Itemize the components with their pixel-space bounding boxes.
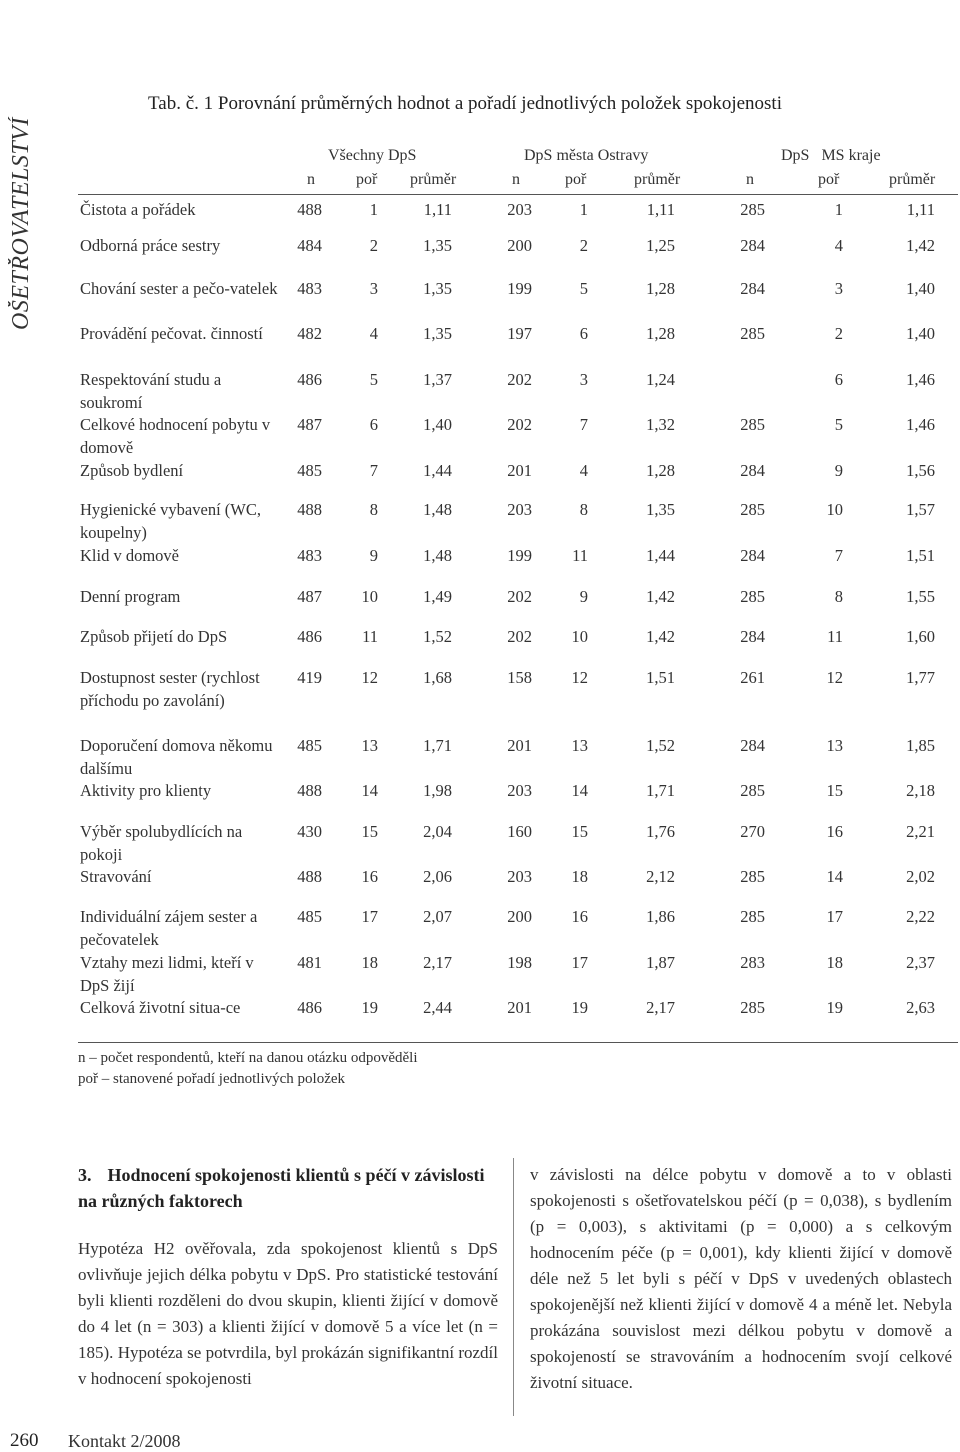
row-label: Aktivity pro klienty <box>80 781 212 800</box>
row-label: Způsob přijetí do DpS <box>80 627 228 646</box>
table-cell: 197 <box>507 324 532 343</box>
table-cell: 202 <box>507 370 532 389</box>
table-cell: 285 <box>740 998 765 1017</box>
table-cell: 10 <box>361 587 378 606</box>
table-cell: 1,46 <box>906 415 935 434</box>
table-cell: 11 <box>362 627 378 646</box>
table-cell: 9 <box>579 587 588 606</box>
table-cell: 1,42 <box>906 236 935 255</box>
table-cell: 2,17 <box>423 953 452 972</box>
table-cell: 201 <box>507 998 532 1017</box>
table-cell: 2,06 <box>423 867 452 886</box>
table-cell: 16 <box>571 907 588 926</box>
row-label: Respektování studu a soukromí <box>80 370 222 412</box>
table-cell: 158 <box>507 668 532 687</box>
body-text-right: v závislosti na délce pobytu v domově a to v oblasti spokojenosti s ošetřovatelskou péčí (p = 0,038), s bydlením (p = 0,003), s aktivitami (p = 0,000) a s celkovým hodnocením péče (p = 0,001), kdy klienti žijící v domově déle než 5 let byli s péčí v DpS v uvedených oblastech spokojenější než klienti žijící v domově 4 a méně let. Nebyla prokázána souvislost mezi délkou pobytu v domově a spokojeností se stravováním a hodnocením svojí celkové životní situace. <box>530 1165 952 1392</box>
row-label: Klid v domově <box>80 546 179 565</box>
row-label: Vztahy mezi lidmi, kteří v DpS žijí <box>80 953 254 995</box>
table-cell: 13 <box>361 736 378 755</box>
table-cell: 488 <box>297 867 322 886</box>
table-cell: 1,24 <box>646 370 675 389</box>
row-label: Chování sester a pečo-vatelek <box>80 279 278 298</box>
row-label: Provádění pečovat. činností <box>80 324 263 343</box>
row-label: Denní program <box>80 587 181 606</box>
table-cell: 485 <box>297 736 322 755</box>
subheader-prumer: průměr <box>410 171 457 188</box>
table-cell: 17 <box>826 907 843 926</box>
table-bottom-rule <box>78 1042 958 1043</box>
table-cell: 285 <box>740 907 765 926</box>
table-cell: 6 <box>579 324 588 343</box>
table-cell: 3 <box>369 279 378 298</box>
table-cell: 1 <box>579 200 588 219</box>
table-cell: 1,85 <box>906 736 935 755</box>
table-cell: 284 <box>740 546 765 565</box>
table-cell: 483 <box>297 279 322 298</box>
table-cell: 11 <box>827 627 843 646</box>
table-cell: 201 <box>507 736 532 755</box>
table-cell: 5 <box>834 415 843 434</box>
table-cell: 284 <box>740 279 765 298</box>
table-cell: 1,46 <box>906 370 935 389</box>
table-cell: 203 <box>507 781 532 800</box>
row-label: Doporučení domova někomu dalšímu <box>80 736 273 778</box>
table-header-rule <box>78 194 958 195</box>
table-cell: 1,28 <box>646 324 675 343</box>
table-cell: 4 <box>579 461 588 480</box>
table-cell: 284 <box>740 236 765 255</box>
table-cell: 7 <box>579 415 588 434</box>
table-cell: 284 <box>740 627 765 646</box>
column-divider <box>513 1158 514 1416</box>
table-cell: 5 <box>369 370 378 389</box>
table-cell: 1,28 <box>646 279 675 298</box>
table-cell: 15 <box>361 822 378 841</box>
table-cell: 487 <box>297 415 322 434</box>
table-cell: 1,98 <box>423 781 452 800</box>
table-cell: 16 <box>826 822 843 841</box>
table-cell: 19 <box>826 998 843 1017</box>
table-cell: 1 <box>834 200 843 219</box>
table-cell: 285 <box>740 324 765 343</box>
table-cell: 283 <box>740 953 765 972</box>
table-cell: 18 <box>826 953 843 972</box>
section-number: 3. <box>78 1165 92 1185</box>
row-label: Odborná práce sestry <box>80 236 221 255</box>
group-header-all: Všechny DpS <box>328 147 417 164</box>
subheader-por: poř <box>356 171 378 188</box>
table-cell: 202 <box>507 415 532 434</box>
table-cell: 1,52 <box>423 627 452 646</box>
table-cell: 1,60 <box>906 627 935 646</box>
row-label: Celkové hodnocení pobytu v domově <box>80 415 271 457</box>
table-cell: 2,17 <box>646 998 675 1017</box>
table-cell: 14 <box>571 781 588 800</box>
table-cell: 485 <box>297 907 322 926</box>
table-cell: 419 <box>297 668 322 687</box>
table-cell: 11 <box>572 546 588 565</box>
table-cell: 16 <box>361 867 378 886</box>
table-cell: 15 <box>826 781 843 800</box>
table-cell: 484 <box>297 236 322 255</box>
footnote-por: poř – stanovené pořadí jednotlivých položek <box>78 1071 346 1087</box>
table-cell: 198 <box>507 953 532 972</box>
journal-name: Kontakt 2/2008 <box>68 1431 181 1451</box>
table-cell: 203 <box>507 500 532 519</box>
table-cell: 1,76 <box>646 822 675 841</box>
table-cell: 2,02 <box>906 867 935 886</box>
table-cell: 2,12 <box>646 867 675 886</box>
table-cell: 12 <box>826 668 843 687</box>
table-cell: 485 <box>297 461 322 480</box>
table-cell: 1,35 <box>423 236 452 255</box>
table-cell: 261 <box>740 668 765 687</box>
side-section-label: OŠETŘOVATELSTVÍ <box>8 117 34 330</box>
table-cell: 2,44 <box>423 998 452 1017</box>
subheader-por: poř <box>818 171 840 188</box>
table-cell: 270 <box>740 822 765 841</box>
table-cell: 7 <box>369 461 378 480</box>
group-header-ostrava: DpS města Ostravy <box>524 147 649 164</box>
table-cell: 285 <box>740 500 765 519</box>
subheader-prumer: průměr <box>634 171 681 188</box>
table-cell: 1,49 <box>423 587 452 606</box>
table-cell: 15 <box>571 822 588 841</box>
table-cell: 1,51 <box>906 546 935 565</box>
table-cell: 1,48 <box>423 500 452 519</box>
table-cell: 488 <box>297 200 322 219</box>
table-cell: 1,40 <box>906 324 935 343</box>
table-cell: 199 <box>507 546 532 565</box>
table-cell: 17 <box>571 953 588 972</box>
table-cell: 487 <box>297 587 322 606</box>
table-cell: 1,32 <box>646 415 675 434</box>
table-cell: 1,40 <box>906 279 935 298</box>
table-cell: 19 <box>571 998 588 1017</box>
table-cell: 8 <box>579 500 588 519</box>
table-cell: 8 <box>369 500 378 519</box>
table-cell: 1,44 <box>423 461 452 480</box>
subheader-prumer: průměr <box>889 171 936 188</box>
table-cell: 486 <box>297 370 322 389</box>
table-cell: 2 <box>834 324 843 343</box>
table-cell: 3 <box>834 279 843 298</box>
table-cell: 481 <box>297 953 322 972</box>
table-cell: 1,42 <box>646 627 675 646</box>
table-cell: 1,35 <box>423 324 452 343</box>
table-cell: 13 <box>826 736 843 755</box>
table-cell: 9 <box>834 461 843 480</box>
table-cell: 201 <box>507 461 532 480</box>
table-cell: 12 <box>361 668 378 687</box>
table-cell: 1,25 <box>646 236 675 255</box>
table-cell: 1,42 <box>646 587 675 606</box>
table-cell: 13 <box>571 736 588 755</box>
table-cell: 8 <box>834 587 843 606</box>
table-cell: 1,48 <box>423 546 452 565</box>
table-cell: 1,35 <box>423 279 452 298</box>
table-cell: 6 <box>834 370 843 389</box>
table-cell: 200 <box>507 236 532 255</box>
table-cell: 1,87 <box>646 953 675 972</box>
table-cell: 19 <box>361 998 378 1017</box>
table-cell: 2 <box>579 236 588 255</box>
table-cell: 1,35 <box>646 500 675 519</box>
table-cell: 482 <box>297 324 322 343</box>
table-cell: 488 <box>297 500 322 519</box>
table-cell: 203 <box>507 200 532 219</box>
table-cell: 202 <box>507 587 532 606</box>
table-cell: 1,71 <box>646 781 675 800</box>
subheader-por: poř <box>565 171 587 188</box>
table-cell: 14 <box>826 867 843 886</box>
table-cell: 4 <box>369 324 378 343</box>
table-title: Tab. č. 1 Porovnání průměrných hodnot a pořadí jednotlivých položek spokojenosti <box>148 93 782 114</box>
table-cell: 12 <box>571 668 588 687</box>
table-cell: 1,28 <box>646 461 675 480</box>
table-cell: 160 <box>507 822 532 841</box>
table-cell: 17 <box>361 907 378 926</box>
group-header-ms-kraj: DpS MS kraje <box>781 147 881 164</box>
table-cell: 203 <box>507 867 532 886</box>
table-cell: 18 <box>361 953 378 972</box>
footnote-n: n – počet respondentů, kteří na danou otázku odpověděli <box>78 1050 418 1066</box>
table-cell: 2,37 <box>906 953 935 972</box>
table-cell: 285 <box>740 200 765 219</box>
subheader-n: n <box>746 171 754 188</box>
table-cell: 1,37 <box>423 370 452 389</box>
table-cell: 2,04 <box>423 822 452 841</box>
row-label: Individuální zájem sester a pečovatelek <box>80 907 258 949</box>
table-cell: 486 <box>297 627 322 646</box>
table-cell: 285 <box>740 587 765 606</box>
table-cell: 430 <box>297 822 322 841</box>
table-cell: 1,77 <box>906 668 935 687</box>
row-label: Stravování <box>80 867 152 886</box>
table-cell: 2,07 <box>423 907 452 926</box>
table-cell: 14 <box>361 781 378 800</box>
table-cell: 1,52 <box>646 736 675 755</box>
section-heading-text: Hodnocení spokojenosti klientů s péčí v závislosti na různých faktorech <box>78 1165 485 1211</box>
table-cell: 3 <box>579 370 588 389</box>
table-cell: 2,21 <box>906 822 935 841</box>
row-label: Celková životní situa-ce <box>80 998 241 1017</box>
row-label: Dostupnost sester (rychlost příchodu po zavolání) <box>80 668 260 710</box>
table-cell: 1,57 <box>906 500 935 519</box>
subheader-n: n <box>512 171 520 188</box>
table-cell: 4 <box>834 236 843 255</box>
table-cell: 2 <box>369 236 378 255</box>
table-cell: 1,56 <box>906 461 935 480</box>
table-cell: 200 <box>507 907 532 926</box>
body-text-left: Hypotéza H2 ověřovala, zda spokojenost klientů s DpS ovlivňuje jejich délka pobytu v DpS. Pro statistické testování byli klienti rozděleni do dvou skupin, klienti žijící v domově do 4 let (n = 303) a klienti žijící v domově 5 a více let (n = 185). Hypotéza se potvrdila, byl prokázán signifikantní rozdíl v hodnocení spokojenosti <box>78 1239 498 1388</box>
table-cell: 285 <box>740 781 765 800</box>
table-cell: 199 <box>507 279 532 298</box>
table-cell: 1,51 <box>646 668 675 687</box>
table-cell: 5 <box>579 279 588 298</box>
page-number: 260 <box>10 1430 39 1451</box>
table-cell: 284 <box>740 461 765 480</box>
table-cell: 1,86 <box>646 907 675 926</box>
table-cell: 2,18 <box>906 781 935 800</box>
table-cell: 10 <box>571 627 588 646</box>
table-cell: 10 <box>826 500 843 519</box>
row-label: Hygienické vybavení (WC, koupelny) <box>80 500 261 542</box>
row-label: Čistota a pořádek <box>80 200 196 219</box>
table-cell: 1,44 <box>646 546 675 565</box>
table-cell: 1,11 <box>423 200 452 219</box>
table-cell: 18 <box>571 867 588 886</box>
table-cell: 2,22 <box>906 907 935 926</box>
table-cell: 1,55 <box>906 587 935 606</box>
table-cell: 1,71 <box>423 736 452 755</box>
table-cell: 2,63 <box>906 998 935 1017</box>
table-cell: 285 <box>740 415 765 434</box>
subheader-n: n <box>307 171 315 188</box>
table-cell: 7 <box>834 546 843 565</box>
table-cell: 9 <box>369 546 378 565</box>
table-cell: 1,68 <box>423 668 452 687</box>
table-cell: 284 <box>740 736 765 755</box>
table-cell: 488 <box>297 781 322 800</box>
table-cell: 1 <box>369 200 378 219</box>
row-label: Výběr spolubydlících na pokoji <box>80 822 243 864</box>
section-heading <box>78 1162 498 1214</box>
table-cell: 202 <box>507 627 532 646</box>
table-cell: 1,11 <box>646 200 675 219</box>
row-label: Způsob bydlení <box>80 461 184 480</box>
table-cell: 1,11 <box>906 200 935 219</box>
table-cell: 486 <box>297 998 322 1017</box>
table-cell: 285 <box>740 867 765 886</box>
table-cell: 6 <box>369 415 378 434</box>
table-cell: 483 <box>297 546 322 565</box>
table-cell: 1,40 <box>423 415 452 434</box>
